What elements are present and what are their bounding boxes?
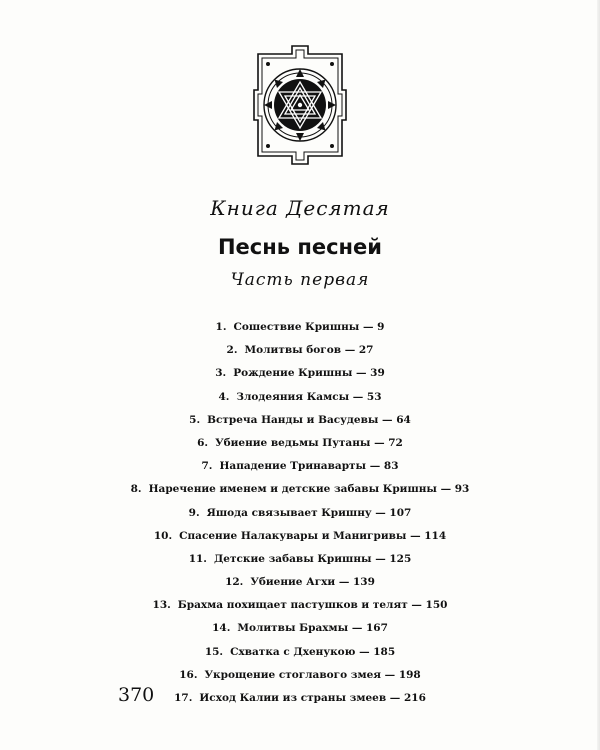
- toc-entry-title: Злодеяния Камсы — 53: [236, 390, 382, 403]
- toc-entry: [0, 548, 600, 571]
- toc-entry: [0, 316, 600, 339]
- toc-entry-title: Убиение Агхи — 139: [250, 576, 375, 589]
- toc-entry-title: Рождение Кришны — 39: [233, 367, 385, 380]
- toc-entry: [0, 432, 600, 455]
- toc-entry: [0, 409, 600, 432]
- toc-entry-title: Молитвы богов — 27: [244, 344, 374, 357]
- part-title: Часть первая: [230, 270, 370, 290]
- toc-entry-number: 14.: [212, 622, 231, 635]
- toc-entry: [0, 641, 600, 664]
- toc-entry-number: 10.: [153, 529, 173, 542]
- toc-entry: [0, 502, 600, 525]
- toc-entry-title: Молитвы Брахмы — 167: [237, 622, 388, 635]
- toc-entry-number: 1.: [215, 321, 227, 333]
- toc-entry: [0, 571, 600, 594]
- toc-entry-title: Яшода связывает Кришну — 107: [206, 506, 412, 519]
- toc-entry-title: Брахма похищает пастушков и телят — 150: [177, 599, 448, 612]
- toc-entry-number: 7.: [201, 460, 213, 473]
- toc-entry: [0, 664, 600, 687]
- toc-entry-number: 5.: [189, 413, 201, 426]
- toc-entry: [0, 594, 600, 617]
- song-title: Песнь песней: [217, 235, 383, 259]
- toc-entry: [0, 339, 600, 362]
- sri-yantra-icon: [252, 42, 348, 168]
- page-number: 370: [118, 684, 155, 706]
- toc-entry: [0, 617, 600, 640]
- toc-entry-title: Спасение Налакувары и Манигривы — 114: [179, 529, 447, 542]
- toc-entry: [0, 386, 600, 409]
- toc-entry-title: Детские забавы Кришны — 125: [213, 552, 412, 565]
- toc-entry-number: 16.: [179, 668, 198, 681]
- toc-entry: [0, 362, 600, 385]
- toc-entry-number: 9.: [188, 506, 200, 519]
- toc-entry: [0, 478, 600, 501]
- toc-entry-title: Нападение Тринаварты — 83: [219, 460, 399, 473]
- toc-entry-title: Встреча Нанды и Васудевы — 64: [207, 413, 411, 426]
- toc-entry-title: Наречение именем и детские забавы Кришны — 93: [148, 483, 470, 496]
- toc-entry: [0, 525, 600, 548]
- toc-entry-title: Исход Калии из страны змеев — 216: [199, 692, 426, 704]
- book-title: Книга Десятая: [210, 196, 390, 220]
- toc-entry-number: 6.: [197, 436, 209, 449]
- toc-entry: [0, 455, 600, 478]
- toc-entry-number: 17.: [174, 692, 193, 704]
- toc-entry-title: Сошествие Кришны — 9: [233, 321, 385, 333]
- toc-entry-number: 2.: [226, 344, 238, 357]
- toc-entry-number: 11.: [188, 552, 207, 565]
- toc-entry-number: 4.: [218, 390, 230, 403]
- toc-entry-number: 3.: [215, 367, 227, 380]
- toc-entry: [0, 687, 600, 710]
- toc-entry-number: 12.: [225, 576, 244, 589]
- table-of-contents: [0, 316, 600, 710]
- toc-entry-number: 8.: [130, 483, 142, 496]
- toc-entry-title: Укрощение стоглавого змея — 198: [204, 668, 421, 681]
- toc-entry-title: Схватка с Дхенукою — 185: [230, 645, 396, 658]
- toc-entry-number: 13.: [152, 599, 171, 612]
- toc-entry-title: Убиение ведьмы Путаны — 72: [215, 436, 403, 449]
- toc-entry-number: 15.: [204, 645, 224, 658]
